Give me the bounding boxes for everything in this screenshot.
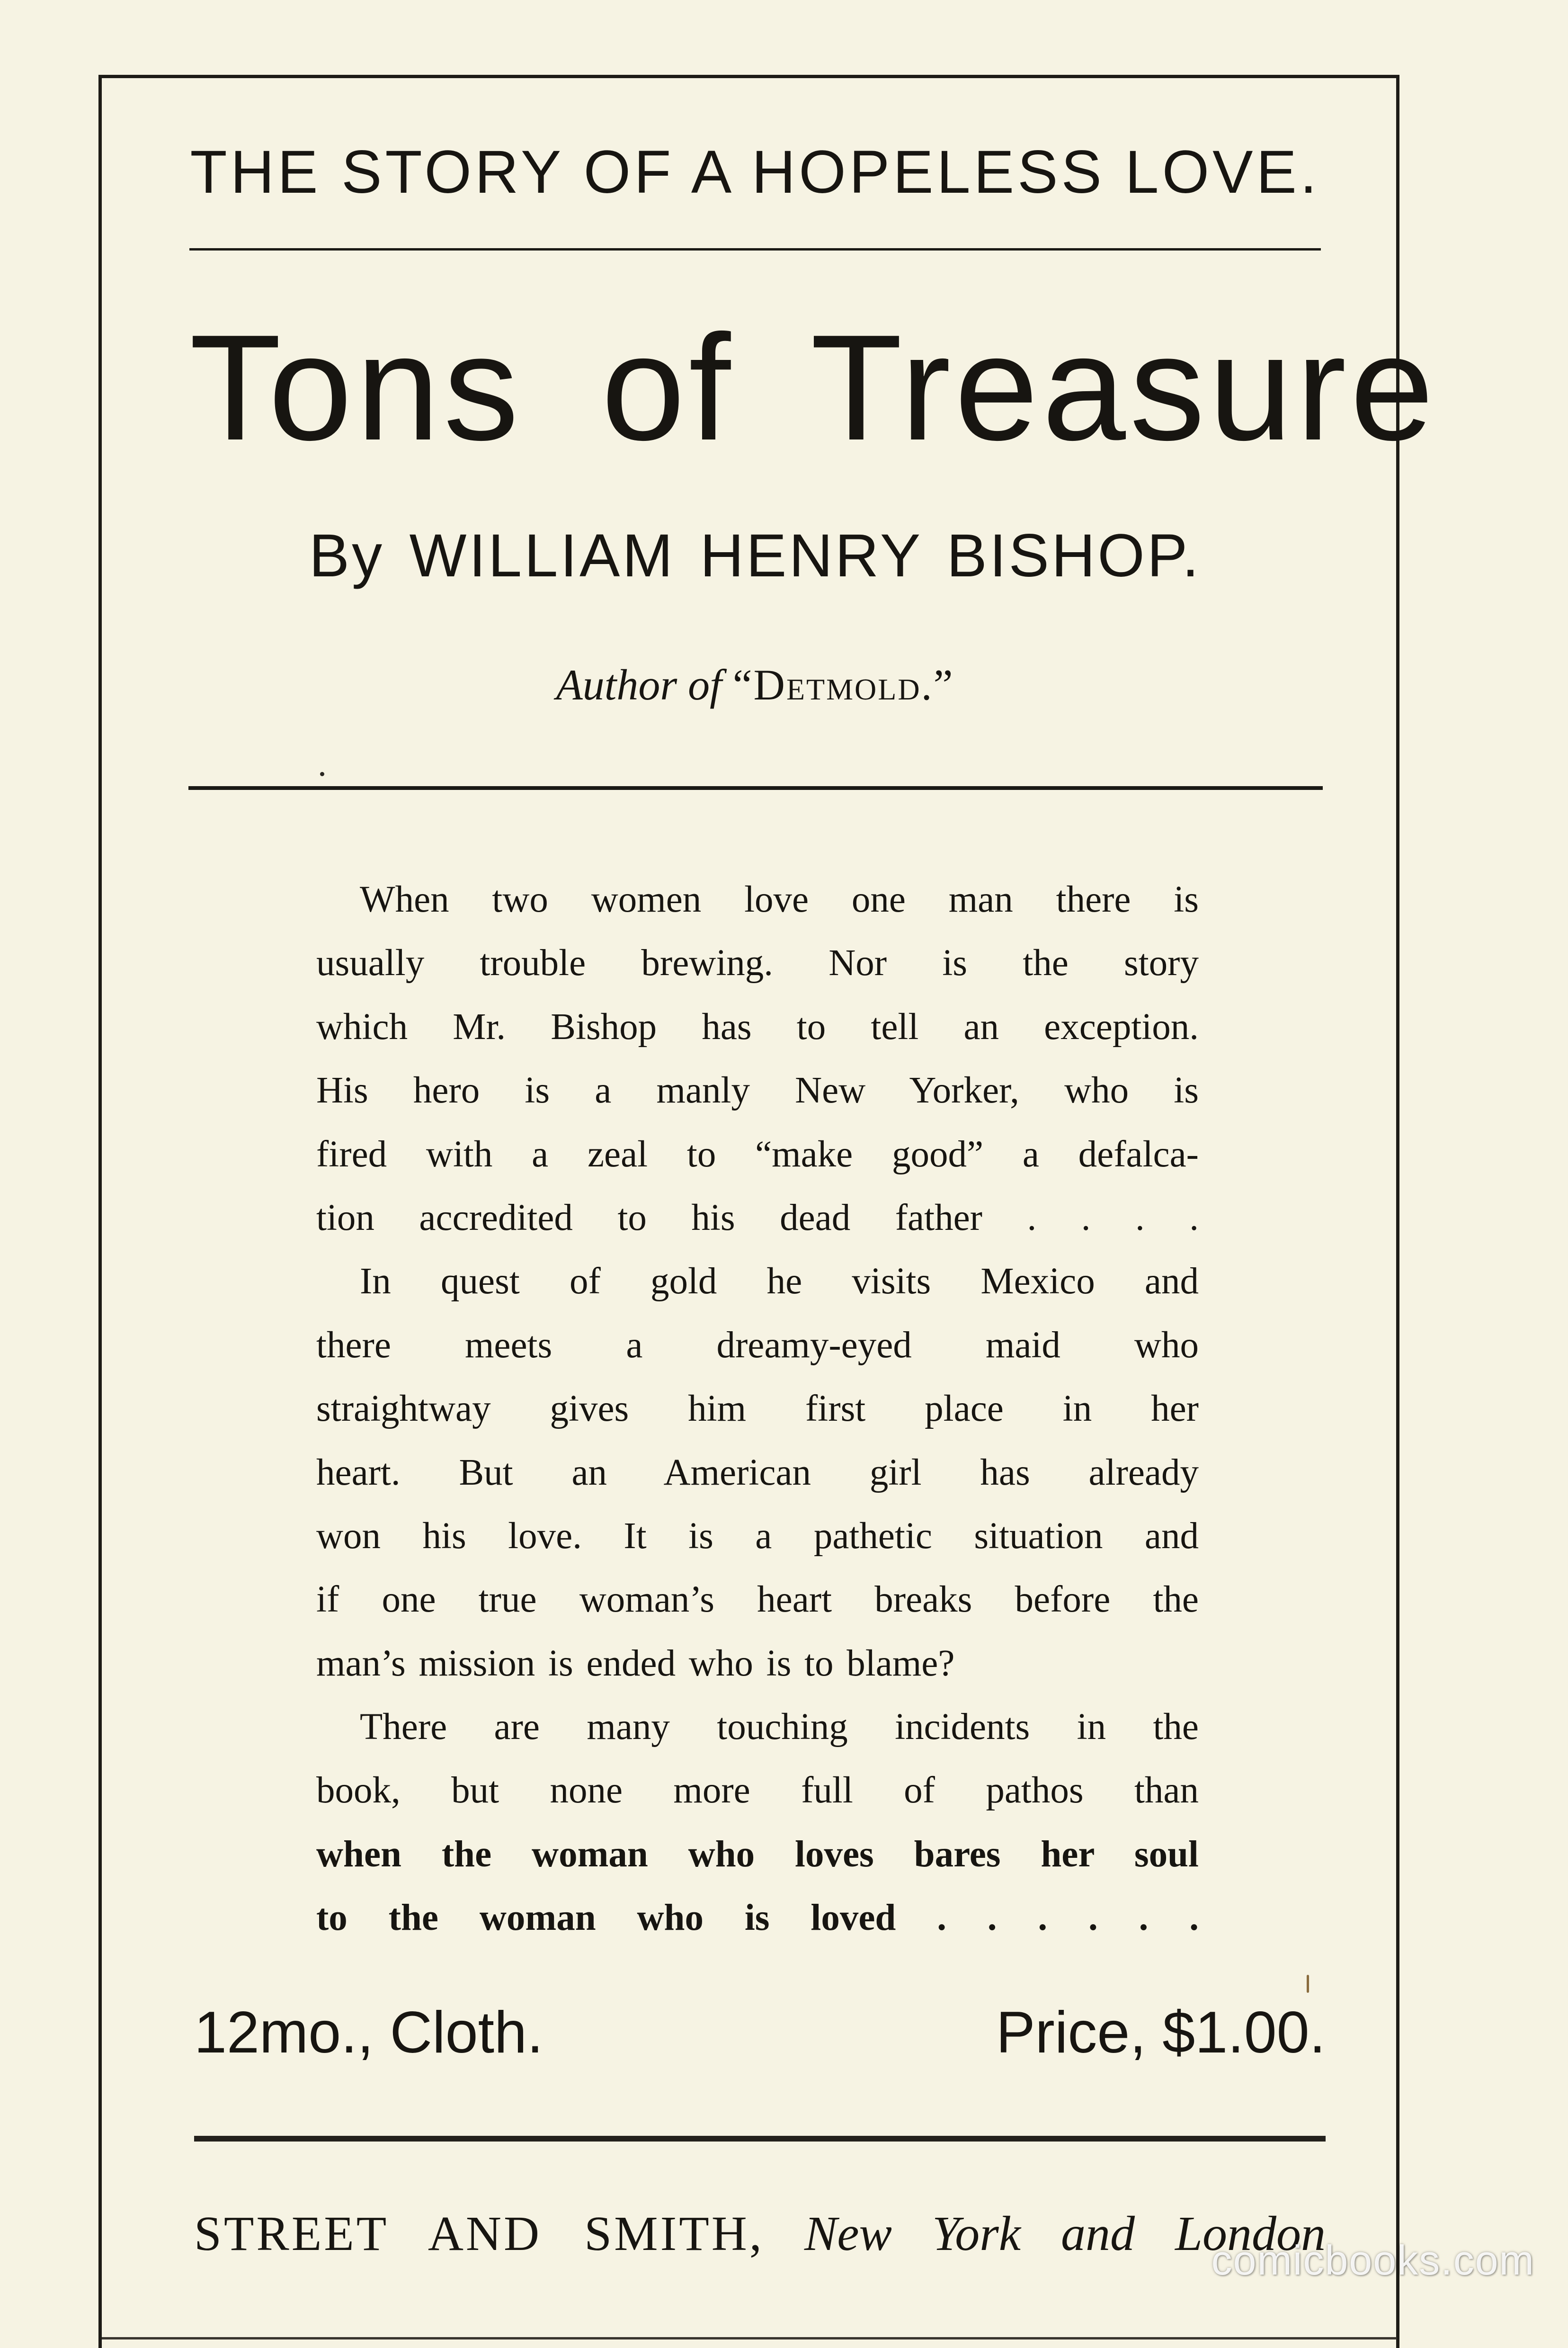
text-line: fired with a zeal to “make good” a defalca- xyxy=(316,1133,1199,1175)
ink-speck xyxy=(320,772,324,776)
price-divider xyxy=(194,2136,1326,2142)
book-title: Tons of Treasure xyxy=(189,304,1438,472)
header-divider xyxy=(188,786,1323,790)
text-line: when the woman who loves bares her soul xyxy=(316,1833,1199,1875)
text-line: heart. But an American girl has already xyxy=(316,1452,1199,1493)
text-line: tion accredited to his dead father . . . . xyxy=(316,1197,1199,1238)
text-line: man’s mission is ended who is to blame? xyxy=(316,1642,955,1684)
text-line: When two women love one man there is xyxy=(360,879,1199,920)
book-format: 12mo., Cloth. xyxy=(194,2000,543,2065)
book-price: Price, $1.00. xyxy=(996,2000,1326,2065)
text-line: to the woman who is loved . . . . . . xyxy=(316,1897,1199,1939)
author-of-work: “Detmold.” xyxy=(732,661,954,709)
text-line: usually trouble brewing. Nor is the story xyxy=(316,942,1199,984)
author-of-line xyxy=(189,663,1321,707)
text-line: there meets a dreamy-eyed maid who xyxy=(316,1324,1199,1366)
text-line: In quest of gold he visits Mexico and xyxy=(360,1261,1199,1302)
watermark-logo: comicbooks.com xyxy=(1211,2237,1535,2284)
text-line: His hero is a manly New Yorker, who is xyxy=(316,1070,1199,1111)
bottom-edge-rule xyxy=(102,2337,1397,2339)
author-of-prefix: Author of xyxy=(556,661,722,709)
description-text xyxy=(316,868,1199,1950)
publisher-place: New York and London xyxy=(804,2206,1326,2261)
text-line: won his love. It is a pathetic situation and xyxy=(316,1515,1199,1557)
text-line: There are many touching incidents in the xyxy=(360,1706,1199,1748)
text-line: book, but none more full of pathos than xyxy=(316,1770,1199,1811)
tagline-rule xyxy=(189,248,1321,251)
author-byline: By WILLIAM HENRY BISHOP. xyxy=(309,522,1202,590)
publisher-line xyxy=(194,2206,1326,2261)
text-line: which Mr. Bishop has to tell an exception. xyxy=(316,1006,1199,1048)
text-line: straightway gives him first place in her xyxy=(316,1388,1199,1430)
tagline: THE STORY OF A HOPELESS LOVE. xyxy=(190,138,1320,206)
ink-speck xyxy=(1307,1975,1309,1993)
text-line: if one true woman’s heart breaks before the xyxy=(316,1579,1199,1621)
publisher-name: STREET AND SMITH, xyxy=(194,2206,764,2261)
